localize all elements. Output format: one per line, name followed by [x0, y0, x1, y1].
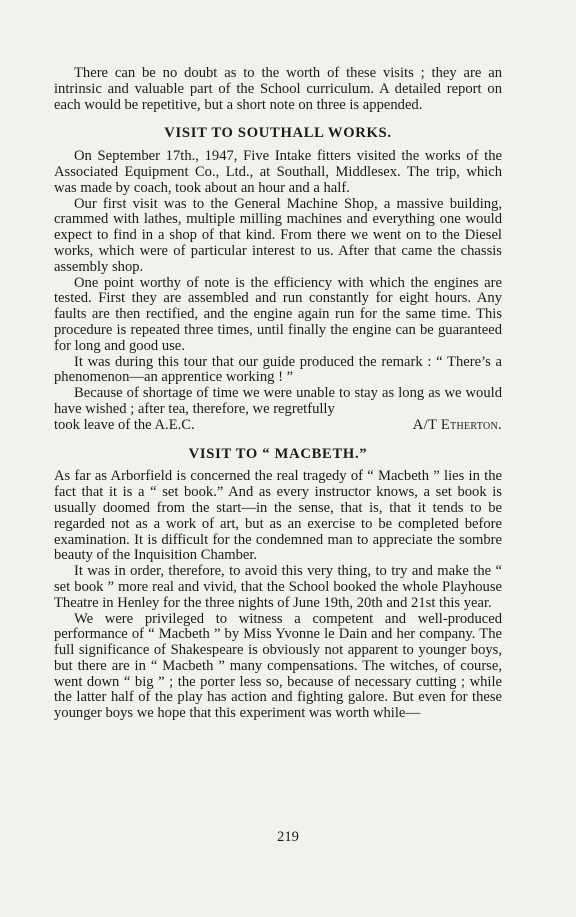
author-signature: A/T Etherton.: [412, 416, 502, 433]
section-heading-macbeth: VISIT TO “ MACBETH.”: [188, 445, 368, 462]
macbeth-paragraph-2: It was in order, therefore, to avoid this very thing, to try and make the “ set book ” more real and vivid, that the School booked the whole Playhouse Theatre in Henley for the three nights of June 19th, 20th and 21st this year.: [54, 563, 502, 611]
page-number: 219: [277, 829, 299, 845]
southall-paragraph-5: Because of shortage of time we were unable to stay as long as we would have wished ; after tea, therefore, we regretfully: [54, 385, 502, 417]
macbeth-paragraph-1: As far as Arborfield is concerned the real tragedy of “ Macbeth ” lies in the fact that it is a “ set book.” And as every instructor knows, a set book is usually doomed from the start—in the sense, that is, that it tends to be regarded not as a work of art, but as an exercise to be completed before examination. It is difficult for the condemned man to appreciate the sombre beauty of the Inquisition Chamber.: [54, 468, 502, 564]
signature-line: [54, 418, 502, 434]
southall-paragraph-5-end: took leave of the A.E.C.: [54, 416, 195, 433]
southall-paragraph-4: It was during this tour that our guide produced the remark : “ There’s a phenomenon—an apprentice working ! ”: [54, 353, 502, 386]
intro-paragraph: There can be no doubt as to the worth of these visits ; they are an intrinsic and valuable part of the School curriculum. A detailed report on each would be repetitive, but a short note on three is appended.: [54, 65, 502, 113]
macbeth-paragraph-3: We were privileged to witness a competent and well-produced performance of “ Macbeth ” by Miss Yvonne le Dain and her company. The full significance of Shakespeare is obviously not apparent to younger boys, but there are in “ Macbeth ” many compensations. The witches, of course, went down “ big ” ; the porter less so, because of necessary cutting ; while the latter half of the play has action and fighting galore. But even for these younger boys we hope that this experiment was worth while—: [54, 610, 502, 722]
southall-paragraph-2: Our first visit was to the General Machine Shop, a massive building, crammed with lathes, multiple milling machines and everything one would expect to find in a shop of that kind. From there we went on to the Diesel works, which were of particular interest to us. After that came the chassis assembly shop.: [54, 195, 502, 275]
section-heading-southall: VISIT TO SOUTHALL WORKS.: [164, 125, 392, 142]
southall-paragraph-1: On September 17th., 1947, Five Intake fitters visited the works of the Associated Equipment Co., Ltd., at Southall, Middlesex. The trip, which was made by coach, took about an hour and a half.: [54, 148, 502, 196]
page-body: [54, 66, 502, 722]
southall-paragraph-3: One point worthy of note is the efficiency with which the engines are tested. First they are assembled and run constantly for eight hours. Any faults are then rectified, and the engine again run for the same time. This procedure is repeated three times, until finally the engine can be guaranteed for long and good use.: [54, 274, 502, 354]
